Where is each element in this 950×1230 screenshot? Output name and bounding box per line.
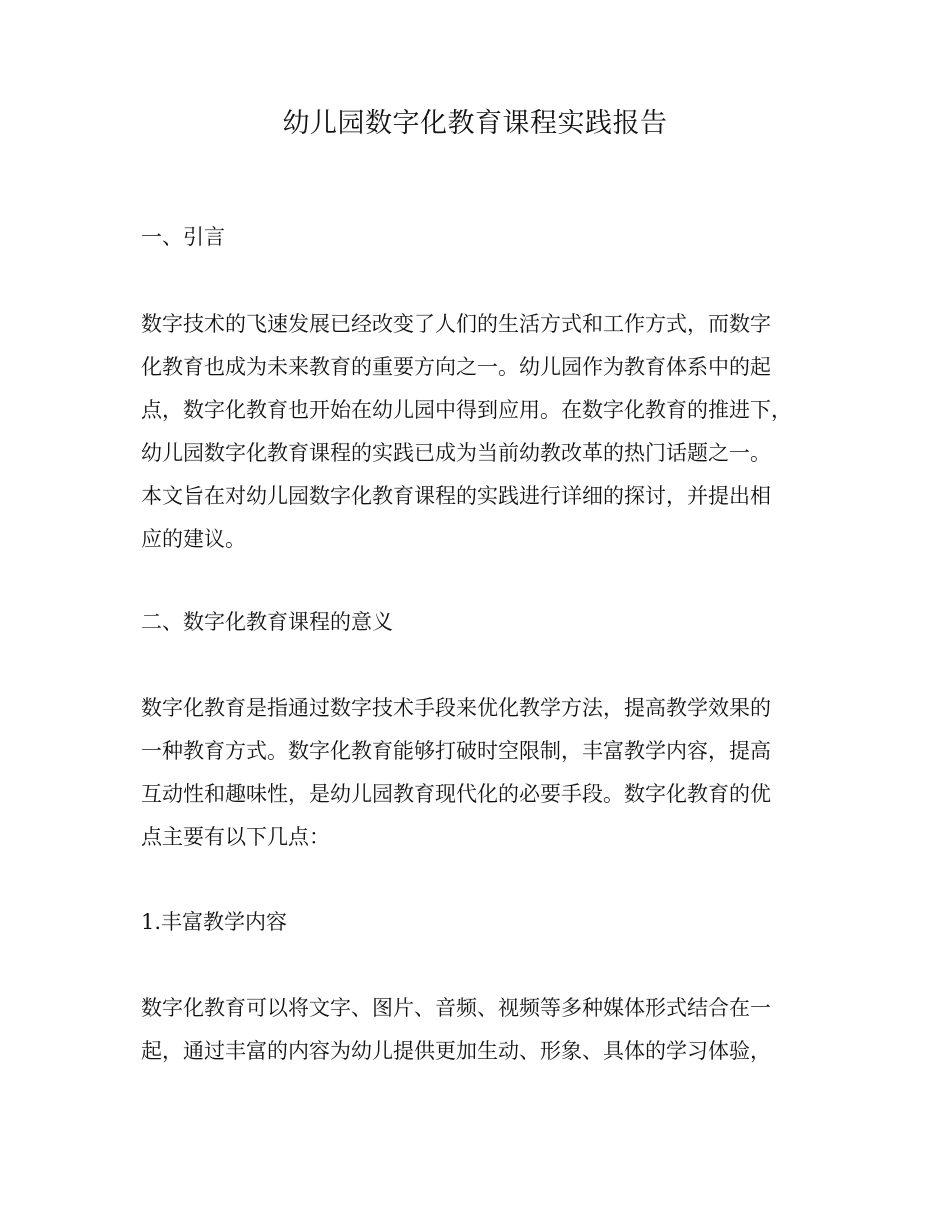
paragraph-line: 化教育也成为未来教育的重要方向之一。幼儿园作为教育体系中的起 bbox=[141, 355, 771, 379]
paragraph-rich-content bbox=[141, 987, 841, 1073]
paragraph-introduction bbox=[141, 303, 841, 561]
paragraph-line: 本文旨在对幼儿园数字化教育课程的实践进行详细的探讨，并提出相 bbox=[141, 484, 771, 508]
paragraph-line: 点主要有以下几点： bbox=[141, 825, 330, 849]
paragraph-line: 互动性和趣味性，是幼儿园教育现代化的必要手段。数字化教育的优 bbox=[141, 782, 771, 806]
document-title: 幼儿园数字化教育课程实践报告 bbox=[282, 108, 668, 139]
section-heading-introduction: 一、引言 bbox=[141, 225, 225, 249]
paragraph-line: 数字化教育是指通过数字技术手段来优化教学方法，提高教学效果的 bbox=[141, 696, 771, 720]
section-heading-significance: 二、数字化教育课程的意义 bbox=[141, 610, 393, 634]
paragraph-line: 点，数字化教育也开始在幼儿园中得到应用。在数字化教育的推进下， bbox=[141, 398, 792, 422]
paragraph-line: 数字技术的飞速发展已经改变了人们的生活方式和工作方式，而数字 bbox=[141, 312, 771, 336]
paragraph-line: 一种教育方式。数字化教育能够打破时空限制，丰富教学内容，提高 bbox=[141, 739, 771, 763]
paragraph-line: 数字化教育可以将文字、图片、音频、视频等多种媒体形式结合在一 bbox=[141, 996, 771, 1020]
paragraph-line: 起，通过丰富的内容为幼儿提供更加生动、形象、具体的学习体验， bbox=[141, 1039, 771, 1063]
paragraph-line: 幼儿园数字化教育课程的实践已成为当前幼教改革的热门话题之一。 bbox=[141, 441, 771, 465]
section-heading-rich-content: 1.丰富教学内容 bbox=[141, 910, 288, 934]
paragraph-line: 应的建议。 bbox=[141, 527, 246, 551]
paragraph-significance bbox=[141, 687, 841, 859]
